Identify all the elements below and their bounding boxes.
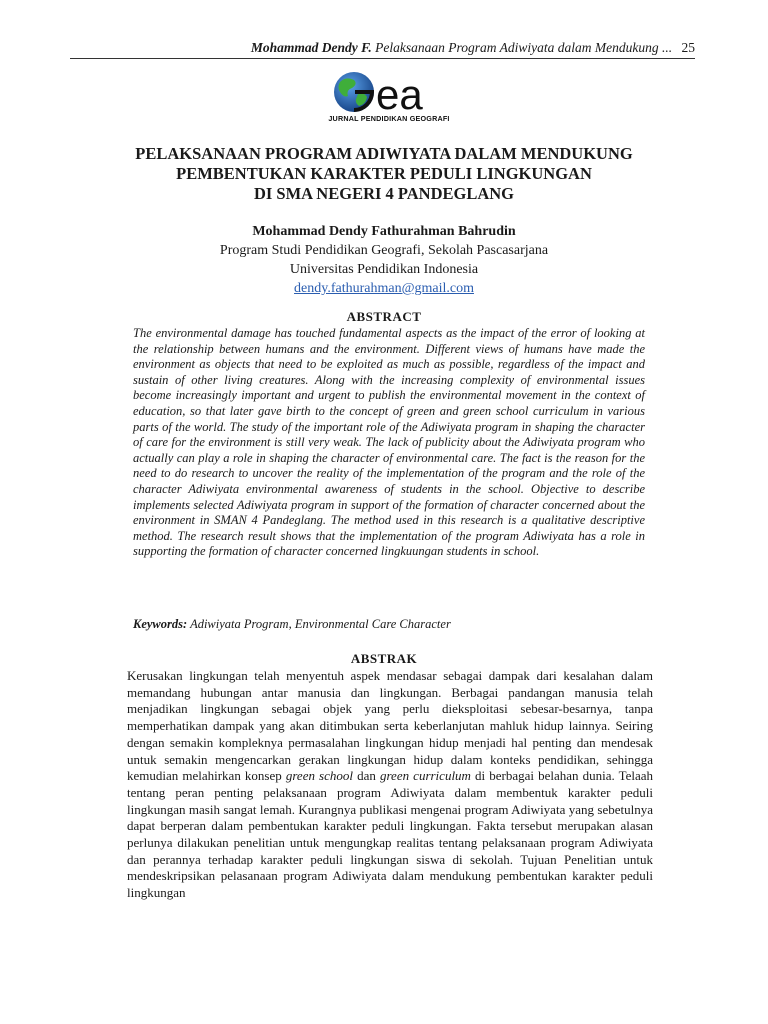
abstrak-text-part-2: dan <box>357 768 376 784</box>
abstrak-heading: ABSTRAK <box>350 651 418 666</box>
abstrak-text-part-3: di berbagai belahan dunia. Telaah tentang peran penting pelaksanaan program Adiwiyata dalam membentuk karakter peduli lingkungan masih sangat lemah. Kurangnya publikasi mengenai program Adiwiyata yang sebetulnya dapat berperan dalam pembentukan karakter peduli lingkungan. Fakta tersebut merupakan alasan perlunya dilakukan penelitian untuk mengungkap realitas tentang pelaksanaan program Adiwiyata dan perannya terhadap karakter peduli lingkungan siswa di sekolah. Tujuan Penelitian untuk mendeskripsikan pelasanaan program Adiwiyata dalam mendukung pembentukan karakter peduli lingkungan <box>127 768 654 901</box>
running-header-title: Pelaksanaan Program Adiwiyata dalam Mendukung ... <box>375 40 673 55</box>
author-email-link[interactable]: dendy.fathurahman@gmail.com <box>294 281 474 296</box>
keywords-label: Keywords: <box>133 617 188 631</box>
abstrak-green-school: green school <box>285 768 353 784</box>
abstrak-green-curriculum: green curriculum <box>379 768 471 784</box>
journal-logo <box>324 68 454 130</box>
abstract-heading: ABSTRACT <box>346 309 422 324</box>
abstrak-text <box>127 668 653 902</box>
keywords-text: Adiwiyata Program, Environmental Care Character <box>190 617 451 631</box>
page-number: 25 <box>681 40 695 55</box>
author-university: Universitas Pendidikan Indonesia <box>289 262 479 277</box>
author-block <box>60 222 708 298</box>
logo-wordmark: ea <box>376 71 423 116</box>
logo-subtitle: JURNAL PENDIDIKAN GEOGRAFI <box>328 114 450 123</box>
paper-title <box>60 144 708 204</box>
abstrak-text-part-1: Kerusakan lingkungan telah menyentuh aspek mendasar sebagai dampak dari kesalahan dalam memandang hubungan antar manusia dan lingkungan. Berbagai pandangan manusia telah menjadikan lingkungan sebagai objek yang perlu dieksploitasi sebesar-besarnya, tanpa memperhatikan dampak yang akan ditimbukan serta keberlanjutan mahluk hidup lainnya. Seiring dengan semakin kompleknya permasalahan lingkungan hidup menjadi hal penting dan mendesak untuk semakin mengencarkan gerakan lingkungan hidup dalam konteks pendidikan, sehingga kemudian melahirkan konsep <box>127 668 653 784</box>
keywords <box>133 617 653 632</box>
globe-g-logo-icon <box>324 68 454 116</box>
running-header-author: Mohammad Dendy F. <box>250 40 372 55</box>
paper-title-line: PELAKSANAAN PROGRAM ADIWIYATA DALAM MENDUKUNG <box>135 144 633 163</box>
paper-title-line: PEMBENTUKAN KARAKTER PEDULI LINGKUNGAN <box>176 164 592 183</box>
paper-title-line: DI SMA NEGERI 4 PANDEGLANG <box>253 184 515 203</box>
author-name: Mohammad Dendy Fathurahman Bahrudin <box>252 224 516 239</box>
abstract-text: The environmental damage has touched fundamental aspects as the impact of the error of looking at the relationship between humans and the environment. Different views of humans have made the environment as objects that need to be exploited as much as possible, regardless of the impact and sustain of other living creatures. Along with the increasing complexity of environmental issues become increasingly important and urgent to publish the environmental movement in the context of education, so that later gave birth to the concept of green and green school curriculum in various parts of the world. The study of the important role of the Adiwiyata program in shaping the character of care for the environment is still very weak. The lack of publicity about the Adiwiyata program who actually can play a role in shaping the character of environmental care. The fact is the reason for the need to do research to uncover the reality of the implementation of the program and the role of the character Adiwiyata environmental awareness of students in the school. Objective to describe implements selected Adiwiyata program in support of the formation of character concerned about the environment in SMAN 4 Pandeglang. The method used in this research is a qualitative descriptive method. The research result shows that the implementation of the program Adiwiyata has a role in supporting the formation of character concerned lingkuungan students in school. <box>133 326 645 559</box>
author-affiliation: Program Studi Pendidikan Geografi, Sekolah Pascasarjana <box>219 243 549 258</box>
running-header <box>70 40 695 59</box>
